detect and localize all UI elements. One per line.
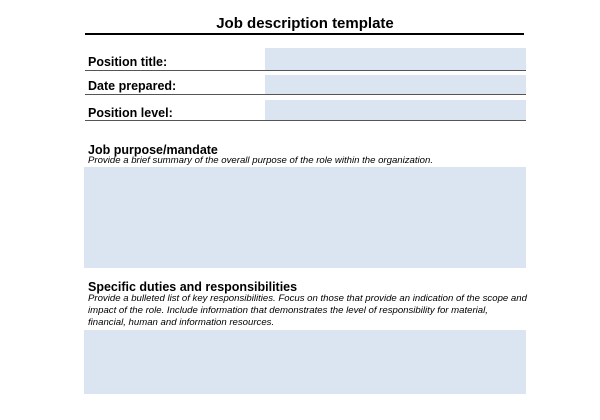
field-divider xyxy=(85,94,526,95)
duties-field[interactable] xyxy=(84,330,526,394)
duties-description: Provide a bulleted list of key responsibilities. Focus on those that provide an indication of the scope and impact of the role. Include information that demonstrates the level of responsibility for material, financial, human and information resources. xyxy=(88,293,527,328)
date-prepared-label: Date prepared: xyxy=(88,79,177,93)
field-divider xyxy=(85,70,526,71)
page-title: Job description template xyxy=(216,15,394,32)
job-purpose-description: Provide a brief summary of the overall purpose of the role within the organization. xyxy=(88,155,434,166)
job-purpose-heading: Job purpose/mandate xyxy=(88,143,218,157)
field-divider xyxy=(85,120,526,121)
date-prepared-field[interactable] xyxy=(265,75,526,94)
job-purpose-field[interactable] xyxy=(84,167,526,268)
position-level-label: Position level: xyxy=(88,106,173,120)
position-title-field[interactable] xyxy=(265,48,526,70)
title-divider xyxy=(85,33,524,35)
position-level-field[interactable] xyxy=(265,100,526,120)
duties-heading: Specific duties and responsibilities xyxy=(88,280,298,294)
position-title-label: Position title: xyxy=(88,55,168,69)
